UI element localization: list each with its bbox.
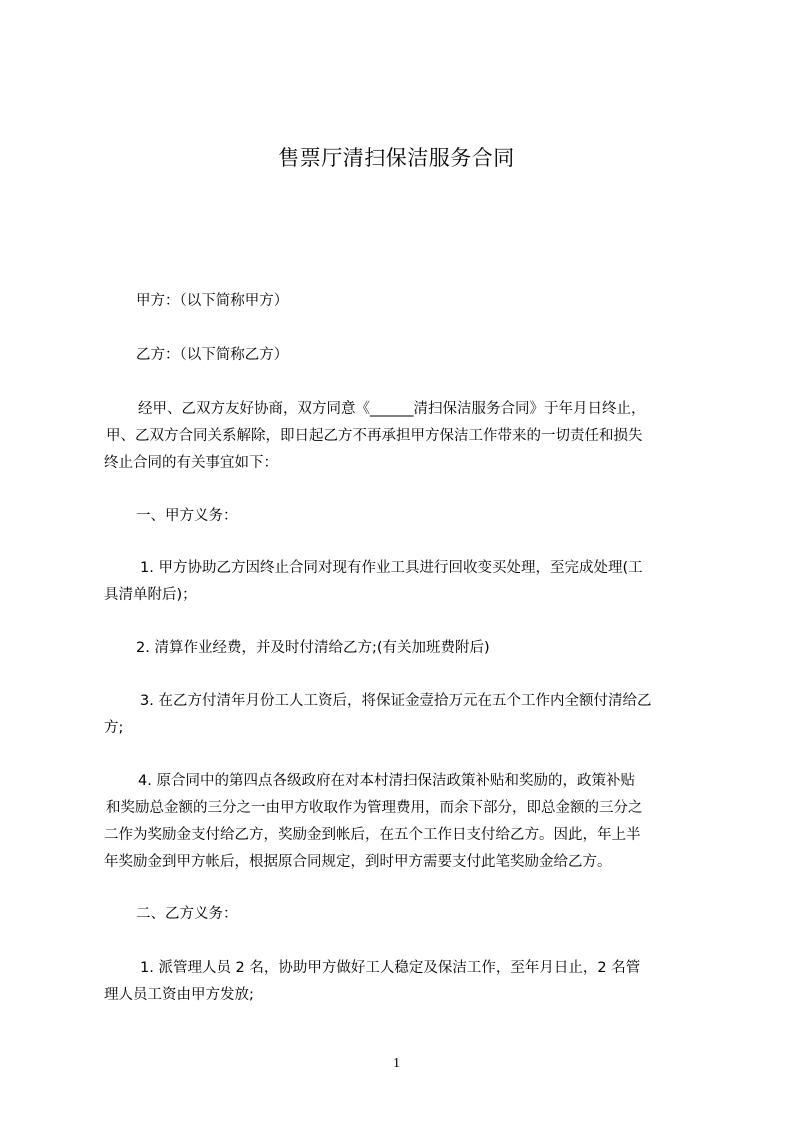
section-heading-party-a: 一、甲方义务： (136, 508, 238, 524)
intro-paragraph-line-3: 终止合同的有关事宜如下： (104, 455, 278, 471)
section-heading-party-b: 二、乙方义务： (136, 906, 238, 922)
party-a-item-1-line-1: 1. 甲方协助乙方因终止合同对现有作业工具进行回收变买处理，至完成处理(工 (140, 560, 643, 576)
party-b-item-1-line-2: 理人员工资由甲方发放; (104, 987, 254, 1003)
intro-paragraph-line-2: 甲、乙双方合同关系解除，即日起乙方不再承担甲方保洁工作带来的一切责任和损失 (106, 428, 643, 444)
party-a-item-1-line-2: 具清单附后)； (104, 587, 197, 603)
party-a-item-4-line-1: 4. 原合同中的第四点各级政府在对本村清扫保洁政策补贴和奖励的，政策补贴 (138, 773, 635, 789)
party-a-item-4-line-4: 年奖励金到甲方帐后，根据原合同规定，到时甲方需要支付此笔奖励金给乙方。 (104, 854, 612, 870)
intro-paragraph-line-1: 经甲、乙双方友好协商，双方同意《______清扫保洁服务合同》于年月日终止， (138, 401, 646, 417)
party-a-item-3-line-1: 3. 在乙方付清年月份工人工资后，将保证金壹拾万元在五个工作内全额付清给乙 (140, 693, 652, 709)
party-a-item-3-line-2: 方; (104, 720, 124, 736)
party-a-item-4-line-2: 和奖励总金额的三分之一由甲方收取作为管理费用，而余下部分，即总金额的三分之 (106, 800, 643, 816)
document-title: 售票厅清扫保洁服务合同 (278, 146, 515, 170)
party-a-item-2: 2. 清算作业经费，并及时付清给乙方;(有关加班费附后) (136, 640, 490, 656)
party-b-line: 乙方：（以下简称乙方） (136, 347, 289, 363)
party-a-item-4-line-3: 二作为奖励金支付给乙方，奖励金到帐后，在五个工作日支付给乙方。因此，年上半 (104, 827, 641, 843)
page-number: 1 (393, 1056, 400, 1071)
party-a-line: 甲方：（以下简称甲方） (136, 293, 289, 309)
party-b-item-1-line-1: 1. 派管理人员 2 名，协助甲方做好工人稳定及保洁工作，至年月日止，2 名管 (140, 960, 641, 976)
